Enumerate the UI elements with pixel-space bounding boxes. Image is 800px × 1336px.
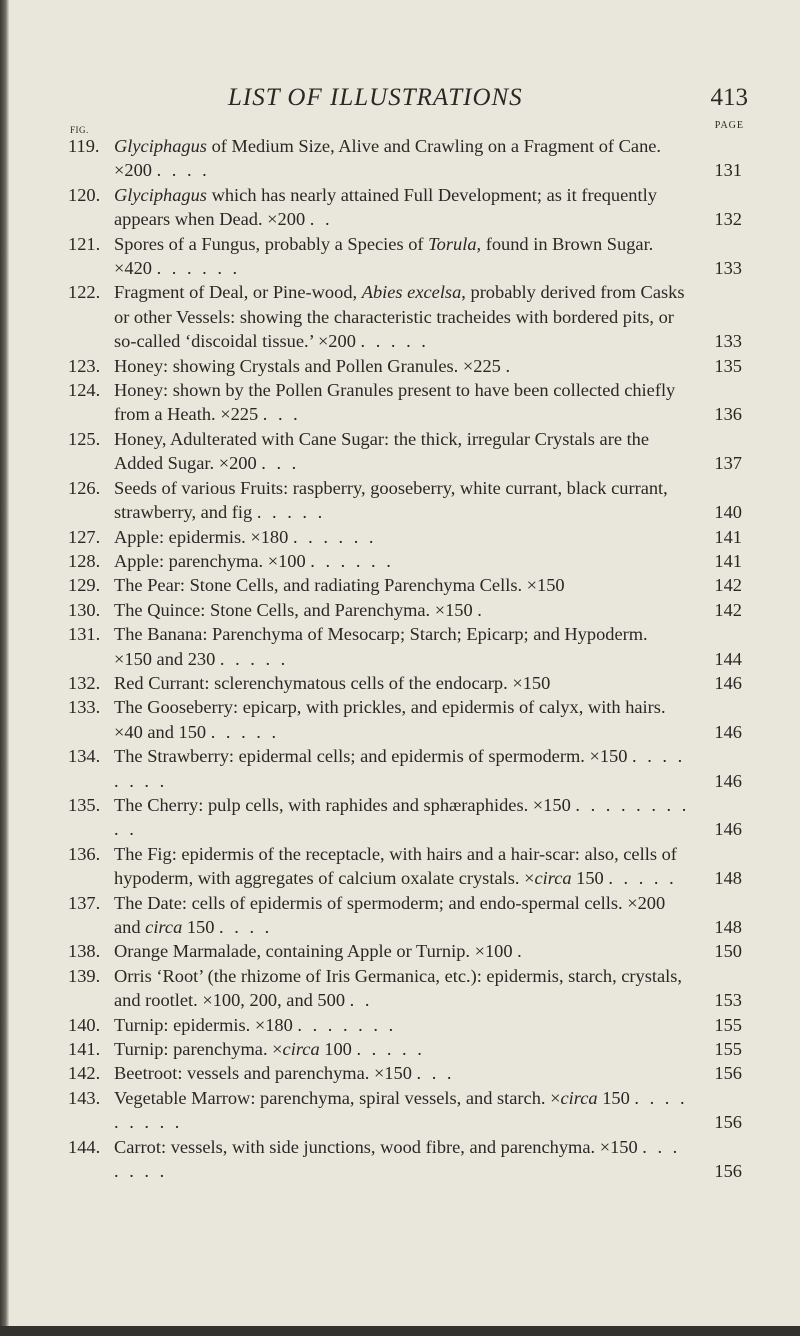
figure-number: 129. <box>68 575 101 596</box>
list-item <box>68 1037 748 1061</box>
figure-caption: Glyciphagus which has nearly attained Full Development; as it frequently appears when Dead. ×200 . . <box>114 184 657 230</box>
figure-page-number: 141 <box>714 550 742 571</box>
figure-number: 138. <box>68 941 101 962</box>
figure-number: 122. <box>68 282 101 303</box>
figure-page-number: 148 <box>714 917 742 937</box>
figure-number: 126. <box>68 477 101 498</box>
figure-caption: Fragment of Deal, or Pine-wood, Abies excelsa, probably derived from Casks or other Vessels: showing the characteristic tracheides with bordered pits, or so-called ‘discoidal tissue.’ ×200 . . . . . <box>114 282 685 352</box>
figure-page-number: 146 <box>714 770 742 791</box>
list-item <box>68 842 748 891</box>
figure-number: 127. <box>68 526 101 547</box>
figure-page-number: 156 <box>714 1161 742 1182</box>
figure-number: 142. <box>68 1063 101 1084</box>
list-item <box>68 378 748 427</box>
figure-number: 124. <box>68 380 101 401</box>
list-item <box>68 354 748 378</box>
figure-caption: Beetroot: vessels and parenchyma. ×150 . . . <box>114 1063 455 1084</box>
figure-number: 123. <box>68 355 101 376</box>
list-item <box>68 427 748 476</box>
figure-caption: Orris ‘Root’ (the rhizome of Iris Germanica, etc.): epidermis, starch, crystals, and rootlet. ×100, 200, and 500 . . <box>114 965 683 1011</box>
list-item <box>68 232 748 281</box>
figure-page-number: 156 <box>714 1063 742 1084</box>
figure-caption: The Strawberry: epidermal cells; and epidermis of spermoderm. ×150 . . . . . . . . <box>114 746 686 791</box>
list-item <box>68 280 748 353</box>
list-item <box>68 183 748 232</box>
figure-number: 120. <box>68 184 101 205</box>
figure-caption: Seeds of various Fruits: raspberry, gooseberry, white currant, black currant, strawberry, and fig . . . . . <box>114 477 668 523</box>
page-column-label: PAGE <box>714 120 744 131</box>
figure-page-number: 140 <box>714 502 742 523</box>
figure-page-number: 142 <box>714 599 742 620</box>
list-item <box>68 671 748 695</box>
figure-number: 135. <box>68 794 101 815</box>
page-header <box>68 84 748 135</box>
figure-caption: Orange Marmalade, containing Apple or Turnip. ×100 . <box>114 941 525 962</box>
list-item <box>68 1086 748 1135</box>
figure-page-number: 132 <box>714 209 742 230</box>
figure-page-number: 153 <box>714 990 742 1011</box>
figure-page-number: 142 <box>714 575 742 596</box>
figure-caption: Turnip: parenchyma. ×circa 100 . . . . . <box>114 1039 425 1060</box>
figure-number: 139. <box>68 965 101 986</box>
figure-caption: The Pear: Stone Cells, and radiating Parenchyma Cells. ×150 <box>114 575 565 596</box>
figure-number: 143. <box>68 1087 101 1108</box>
figure-page-number: 146 <box>714 721 742 742</box>
figure-number: 137. <box>68 892 101 913</box>
list-item <box>68 1135 748 1184</box>
list-item <box>68 891 748 940</box>
figure-page-number: 131 <box>714 160 742 181</box>
figure-caption: Honey: shown by the Pollen Granules present to have been collected chiefly from a Heath. ×225 . . . <box>114 380 676 425</box>
figure-page-number: 133 <box>714 331 742 352</box>
figure-number: 134. <box>68 746 101 767</box>
figure-caption: Turnip: epidermis. ×180 . . . . . . . <box>114 1014 397 1035</box>
list-item <box>68 793 748 842</box>
figure-page-number: 136 <box>714 404 742 425</box>
page-bottom-edge <box>0 1326 800 1336</box>
figure-number: 121. <box>68 233 101 254</box>
figure-number: 130. <box>68 599 101 620</box>
figure-page-number: 141 <box>714 526 742 547</box>
figure-number: 133. <box>68 697 101 718</box>
page <box>68 84 748 1182</box>
figure-page-number: 155 <box>714 1014 742 1035</box>
list-item <box>68 134 748 183</box>
list-item <box>68 573 748 597</box>
fig-column-label: FIG. <box>70 125 89 135</box>
figure-page-number: 148 <box>714 868 742 889</box>
illustration-list <box>68 134 748 1183</box>
page-number: 413 <box>710 84 748 111</box>
figure-page-number: 133 <box>714 258 742 279</box>
figure-caption: The Banana: Parenchyma of Mesocarp; Starch; Epicarp; and Hypoderm. ×150 and 230 . . . . . <box>114 624 648 669</box>
list-item <box>68 695 748 744</box>
list-item <box>68 622 748 671</box>
figure-caption: Glyciphagus of Medium Size, Alive and Crawling on a Fragment of Cane. ×200 . . . . <box>114 136 662 181</box>
list-item <box>68 1013 748 1037</box>
figure-page-number: 146 <box>714 819 742 840</box>
figure-number: 144. <box>68 1136 101 1157</box>
figure-page-number: 144 <box>714 648 742 669</box>
book-spine-shadow <box>0 0 9 1336</box>
figure-page-number: 146 <box>714 672 742 693</box>
figure-caption: The Fig: epidermis of the receptacle, with hairs and a hair-scar: also, cells of hypoderm, with aggregates of calcium oxalate crystals. ×circa 150 . . . . . <box>114 843 677 889</box>
list-item <box>68 939 748 963</box>
figure-page-number: 137 <box>714 453 742 474</box>
list-item <box>68 549 748 573</box>
list-item <box>68 476 748 525</box>
figure-number: 140. <box>68 1014 101 1035</box>
figure-page-number: 155 <box>714 1039 742 1060</box>
figure-caption: Honey: showing Crystals and Pollen Granules. ×225 . <box>114 355 514 376</box>
figure-page-number: 150 <box>714 941 742 962</box>
figure-caption: Honey, Adulterated with Cane Sugar: the thick, irregular Crystals are the Added Sugar. ×200 . . . <box>114 428 650 474</box>
figure-page-number: 135 <box>714 355 742 376</box>
figure-page-number: 156 <box>714 1112 742 1133</box>
figure-caption: Red Currant: sclerenchymatous cells of the endocarp. ×150 <box>114 672 551 693</box>
figure-number: 132. <box>68 672 101 693</box>
figure-caption: Carrot: vessels, with side junctions, wood fibre, and parenchyma. ×150 . . . . . . . <box>114 1136 681 1182</box>
figure-caption: Spores of a Fungus, probably a Species of Torula, found in Brown Sugar. ×420 . . . . . . <box>114 233 654 279</box>
figure-caption: The Quince: Stone Cells, and Parenchyma. ×150 . <box>114 599 485 620</box>
figure-number: 128. <box>68 550 101 571</box>
list-item <box>68 744 748 793</box>
figure-caption: Apple: parenchyma. ×100 . . . . . . <box>114 550 394 571</box>
figure-caption: The Gooseberry: epicarp, with prickles, and epidermis of calyx, with hairs. ×40 and 150 . . . . . <box>114 697 666 742</box>
list-item <box>68 964 748 1013</box>
figure-number: 125. <box>68 428 101 449</box>
figure-number: 136. <box>68 843 101 864</box>
list-item <box>68 1061 748 1085</box>
list-item <box>68 598 748 622</box>
figure-number: 119. <box>68 136 100 156</box>
figure-number: 131. <box>68 624 101 645</box>
figure-caption: Vegetable Marrow: parenchyma, spiral vessels, and starch. ×circa 150 . . . . . . . . . <box>114 1087 688 1133</box>
figure-number: 141. <box>68 1039 101 1060</box>
list-item <box>68 525 748 549</box>
running-title: LIST OF ILLUSTRATIONS <box>228 84 523 111</box>
figure-caption: The Cherry: pulp cells, with raphides and sphæraphides. ×150 . . . . . . . . . . <box>114 794 690 840</box>
figure-caption: Apple: epidermis. ×180 . . . . . . <box>114 526 377 547</box>
figure-caption: The Date: cells of epidermis of spermoderm; and endo-spermal cells. ×200 and circa 150 . . . . <box>114 892 666 937</box>
